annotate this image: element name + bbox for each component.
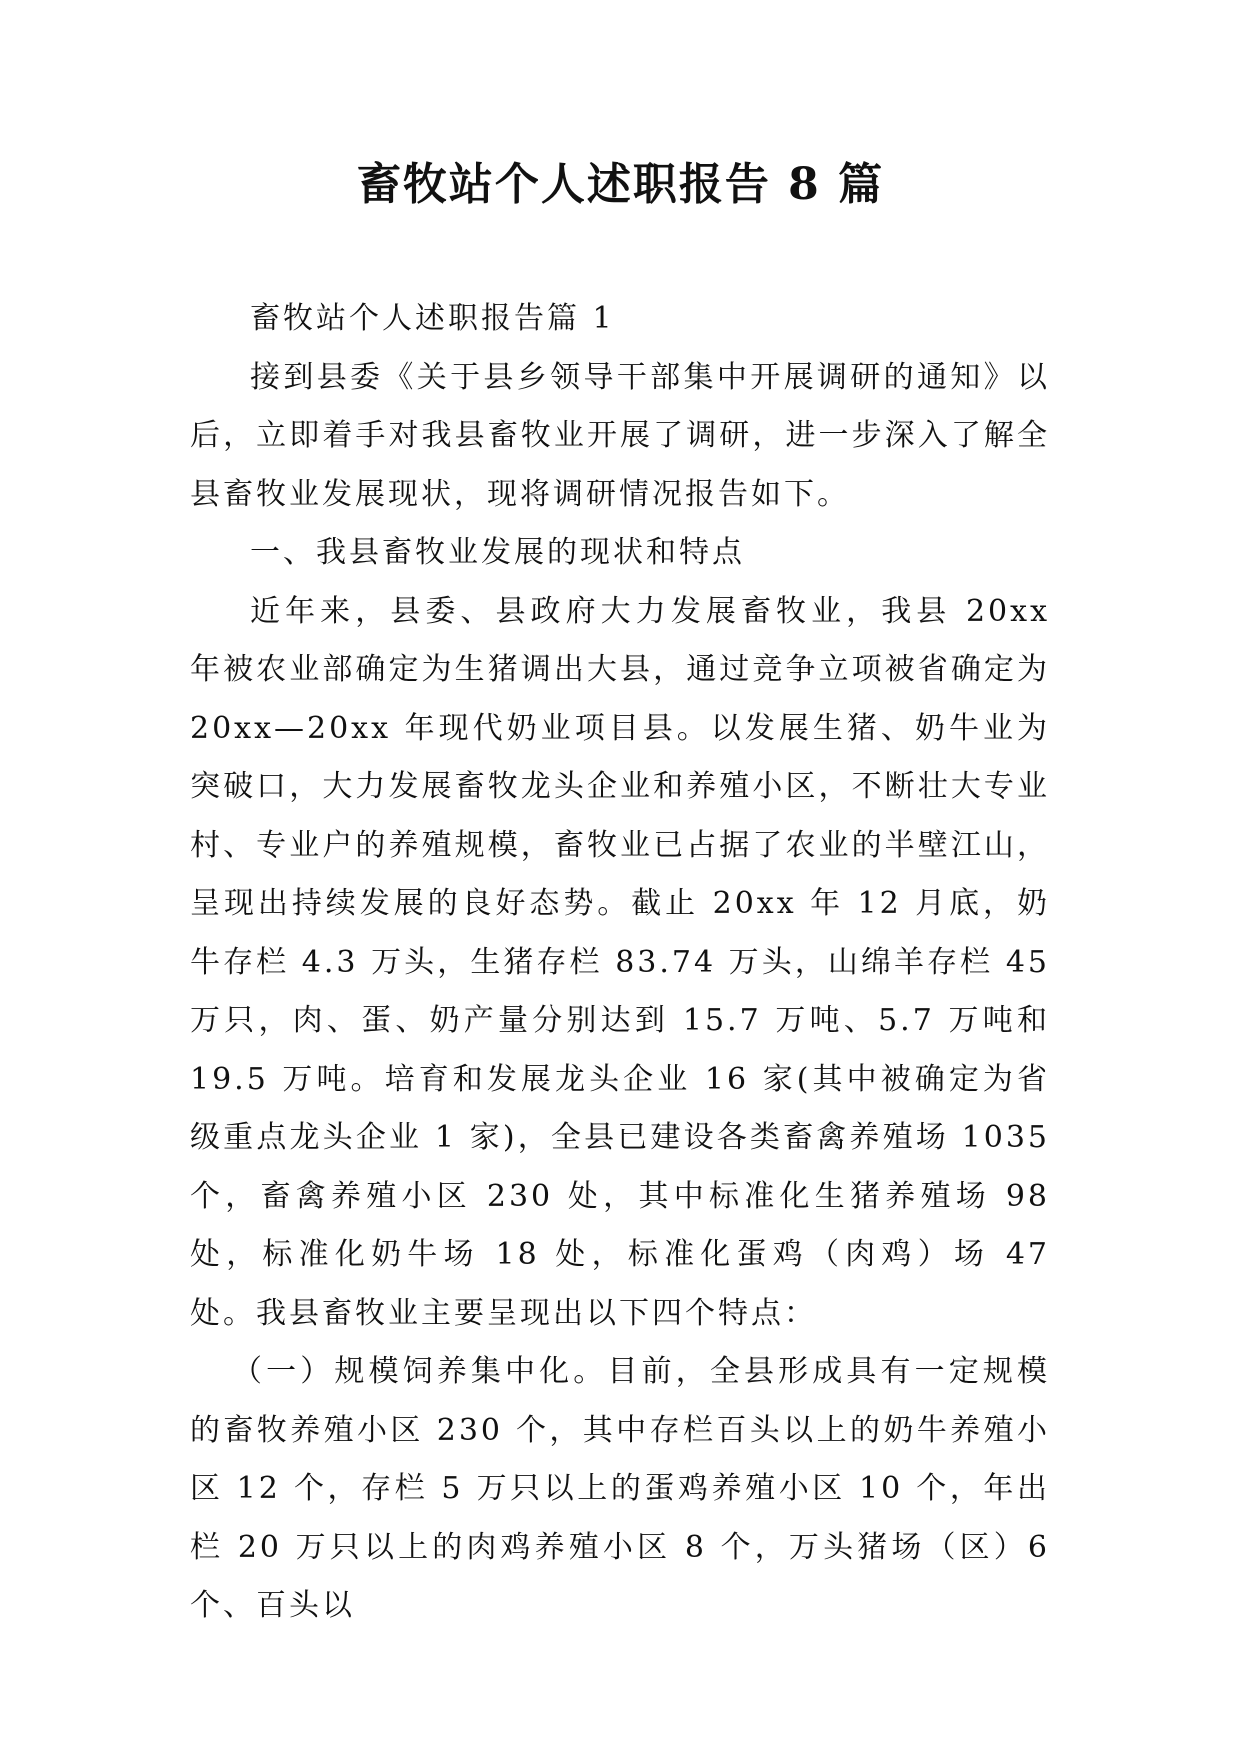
document-body	[190, 290, 1050, 1636]
paragraph-feature-1: （一）规模饲养集中化。目前，全县形成具有一定规模的畜牧养殖小区 230 个，其中存栏百头以上的奶牛养殖小区 12 个，存栏 5 万只以上的蛋鸡养殖小区 10 个，年出栏 20 万只以上的肉鸡养殖小区 8 个，万头猪场（区）6 个、百头以	[190, 1354, 1050, 1623]
paragraph-intro: 接到县委《关于县乡领导干部集中开展调研的通知》以后，立即着手对我县畜牧业开展了调研，进一步深入了解全县畜牧业发展现状，现将调研情况报告如下。	[190, 359, 1050, 512]
section-heading: 一、我县畜牧业发展的现状和特点	[250, 535, 745, 570]
document-title: 畜牧站个人述职报告 8 篇	[356, 159, 885, 210]
paragraph-status: 近年来，县委、县政府大力发展畜牧业，我县 20xx 年被农业部确定为生猪调出大县，通过竞争立项被省确定为 20xx—20xx 年现代奶业项目县。以发展生猪、奶牛业为突破口，大力发展畜牧龙头企业和养殖小区，不断壮大专业村、专业户的养殖规模，畜牧业已占据了农业的半壁江山，呈现出持续发展的良好态势。截止 20xx 年 12 月底，奶牛存栏 4.3 万头，生猪存栏 83.74 万头，山绵羊存栏 45 万只，肉、蛋、奶产量分别达到 15.7 万吨、5.7 万吨和 19.5 万吨。培育和发展龙头企业 16 家(其中被确定为省级重点龙头企业 1 家)，全县已建设各类畜禽养殖场 1035 个，畜禽养殖小区 230 处，其中标准化生猪养殖场 98 处，标准化奶牛场 18 处，标准化蛋鸡（肉鸡）场 47 处。我县畜牧业主要呈现出以下四个特点：	[190, 593, 1050, 1331]
section-heading: 畜牧站个人述职报告篇 1	[250, 301, 615, 336]
